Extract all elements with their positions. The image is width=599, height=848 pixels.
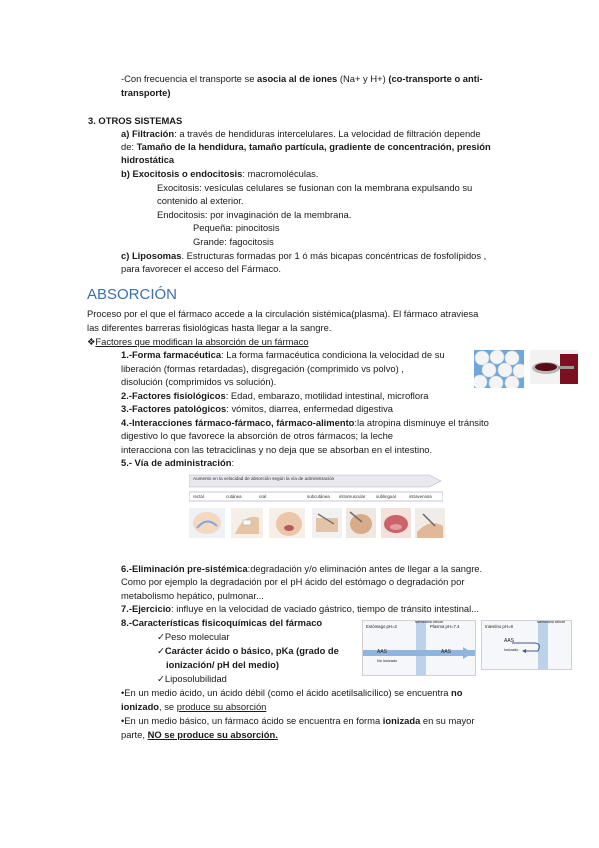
tablets-image bbox=[474, 350, 524, 388]
pinocitosis-line: Pequeña: pinocitosis bbox=[193, 222, 280, 233]
factor-3-line bbox=[121, 402, 393, 415]
intramuscular-image bbox=[346, 508, 376, 538]
cutanea-image bbox=[231, 508, 263, 538]
text: :degradación y/o eliminación antes de llegar a la sangre. bbox=[247, 563, 483, 574]
text: parte, bbox=[121, 729, 148, 740]
intravenosa-image bbox=[415, 508, 445, 538]
via-label: oral bbox=[259, 494, 267, 499]
transport-line-2 bbox=[121, 86, 170, 99]
text: :la atropina disminuye el tránsito bbox=[354, 417, 489, 428]
filtracion-line-2 bbox=[121, 140, 491, 153]
endo-line: Endocitosis: por invaginación de la membrana. bbox=[157, 209, 352, 220]
label: Intestino pH=8 bbox=[485, 624, 513, 629]
absorcion-intro-1: Proceso por el que el fármaco accede a la circulación sistémica(plasma). El fármaco atraviesa bbox=[87, 308, 479, 319]
filtracion-line-1 bbox=[121, 127, 481, 140]
absorcion-intro-2: las diferentes barreras fisiológicas hasta llegar a la sangre. bbox=[87, 322, 332, 333]
liposomas-line-2: para favorecer el acceso del Fármaco. bbox=[121, 263, 281, 274]
check-caracter-line-2: ionización/ pH del medio) bbox=[166, 659, 280, 670]
factor-2-line bbox=[121, 389, 428, 402]
via-label: intramuscular bbox=[339, 494, 366, 499]
label: 6.-Eliminación pre-sistémica bbox=[121, 563, 248, 574]
label: b) Exocitosis o endocitosis bbox=[121, 168, 243, 179]
text: (Na+ y H+) bbox=[337, 73, 389, 84]
text: : macromoléculas. bbox=[242, 168, 319, 179]
oral-image bbox=[269, 508, 305, 538]
label: 4.-Interacciones fármaco-fármaco, fármaco-alimento bbox=[121, 417, 355, 428]
bold-text: asocia al de iones bbox=[257, 73, 338, 84]
via-label: subcutánea bbox=[307, 494, 330, 499]
section-title-otros: 3. OTROS SISTEMAS bbox=[88, 115, 183, 126]
bold-text: ionizado bbox=[121, 701, 160, 712]
text: Peso molecular bbox=[164, 631, 230, 642]
text: En un medio básico, un fármaco ácido se encuentra en forma bbox=[124, 715, 383, 726]
label: No ionizado bbox=[377, 659, 398, 663]
bullet-icon: • bbox=[121, 715, 125, 726]
label: AAS bbox=[441, 649, 452, 655]
label: 2.-Factores fisiológicos bbox=[121, 390, 226, 401]
ph-intestine-diagram bbox=[481, 620, 572, 670]
factor-6-line-2: Como por ejemplo la degradación por el pH ácido del estómago o degradación por bbox=[121, 576, 465, 587]
check-icon: ✓ bbox=[157, 631, 165, 642]
transport-line-1 bbox=[121, 72, 483, 85]
syrup-spoon-image bbox=[530, 350, 578, 384]
underlined-text: Factores que modifican la absorción de un fármaco bbox=[95, 336, 309, 347]
check-caracter bbox=[157, 644, 339, 657]
label: Membrana celular bbox=[415, 620, 444, 624]
exo-line-2: contenido al exterior. bbox=[157, 195, 244, 206]
factor-8-line bbox=[121, 616, 322, 629]
ph-stomach-diagram bbox=[362, 620, 476, 676]
via-admin-figure bbox=[189, 473, 443, 503]
bold-text: ionizada bbox=[382, 715, 421, 726]
factor-7-line bbox=[121, 602, 479, 615]
label: 5.- Vía de administración bbox=[121, 457, 232, 468]
text: . Estructuras formadas por 1 ó más bicapas concéntricas de fosfolípidos , bbox=[181, 250, 487, 261]
factor-4-line-2: digestivo lo que favorece la absorción de otros fármacos; la leche bbox=[121, 430, 394, 441]
via-label: intravenosa bbox=[409, 494, 432, 499]
medio-basico-line-1 bbox=[121, 714, 475, 727]
via-label: sublingual bbox=[376, 494, 396, 499]
underlined-text: produce su absorción bbox=[176, 701, 267, 712]
fagocitosis-line: Grande: fagocitosis bbox=[193, 236, 274, 247]
absorcion-heading: ABSORCIÓN bbox=[87, 286, 178, 303]
factor-6-line-1 bbox=[121, 562, 482, 575]
bold-text: hidrostática bbox=[121, 154, 175, 165]
bold-text: Carácter ácido o básico, pKa (grado de bbox=[164, 645, 339, 656]
check-peso bbox=[157, 630, 229, 643]
label: 8.-Características fisicoquímicas del fármaco bbox=[121, 617, 323, 628]
via-bar-text: Aumento en la velocidad de absorción según la vía de administración bbox=[193, 476, 335, 481]
underlined-text: NO se produce su absorción. bbox=[147, 729, 278, 740]
label: AAS bbox=[377, 649, 388, 655]
via-label: rectal bbox=[193, 494, 204, 499]
check-liposolubilidad bbox=[157, 672, 227, 685]
label: c) Liposomas bbox=[121, 250, 182, 261]
text: Liposolubilidad bbox=[164, 673, 227, 684]
label: Estómago pH=2 bbox=[366, 624, 397, 629]
label: Membrana celular bbox=[537, 620, 566, 624]
text: , se bbox=[159, 701, 177, 712]
factor-6-line-3: metabolismo hepático, pulmonar... bbox=[121, 590, 264, 601]
factor-5-line bbox=[121, 456, 234, 469]
text: En un medio ácido, un ácido débil (como el ácido acetilsalicílico) se encuentra bbox=[124, 687, 452, 698]
via-labels bbox=[193, 493, 432, 500]
bold-text: transporte) bbox=[121, 87, 171, 98]
factor-4-line-1 bbox=[121, 416, 489, 429]
medio-acido-line-1 bbox=[121, 686, 463, 699]
sublingual-image bbox=[381, 508, 411, 538]
label: Plasma pH=7.4 bbox=[430, 624, 460, 629]
text: : influye en la velocidad de vaciado gástrico, tiempo de tránsito intestinal... bbox=[171, 603, 480, 614]
factor-1-line-1 bbox=[121, 348, 445, 361]
label: a) Filtración bbox=[121, 128, 175, 139]
bullet-icon: • bbox=[121, 687, 125, 698]
liposomas-line-1 bbox=[121, 249, 486, 262]
diamond-bullet-icon: ❖ bbox=[87, 336, 96, 347]
text: en su mayor bbox=[420, 715, 475, 726]
check-icon: ✓ bbox=[157, 645, 165, 656]
factor-1-line-3: disolución (comprimidos vs solución). bbox=[121, 376, 277, 387]
subcutanea-image bbox=[312, 508, 342, 538]
factor-4-line-3: interacciona con las tetraciclinas y no deja que se absorban en el intestino. bbox=[121, 444, 433, 455]
bold-text: (co-transporte o anti- bbox=[388, 73, 483, 84]
factores-heading bbox=[87, 335, 309, 348]
label: 7.-Ejercicio bbox=[121, 603, 172, 614]
label: 3.-Factores patológicos bbox=[121, 403, 227, 414]
label: 1.-Forma farmacéutica bbox=[121, 349, 222, 360]
bold-text: Tamaño de la hendidura, tamaño partícula, gradiente de concentración, presión bbox=[136, 141, 491, 152]
text: : bbox=[231, 457, 235, 468]
filtracion-line-3 bbox=[121, 153, 174, 166]
label: Ionizado bbox=[504, 648, 519, 652]
factor-1-line-2: liberación (formas retardadas), disgregación (comprimido vs polvo) , bbox=[121, 363, 404, 374]
rectal-image bbox=[189, 508, 225, 538]
text: -Con frecuencia el transporte se bbox=[121, 73, 258, 84]
exocitosis-line bbox=[121, 167, 318, 180]
via-label: cutánea bbox=[226, 494, 242, 499]
medio-acido-line-2 bbox=[121, 700, 266, 713]
text: : a través de hendiduras intercelulares. La velocidad de filtración depende bbox=[174, 128, 481, 139]
exo-line-1: Exocitosis: vesículas celulares se fusionan con la membrana expulsando su bbox=[157, 182, 473, 193]
label: AAS bbox=[504, 638, 515, 644]
medio-basico-line-2 bbox=[121, 728, 278, 741]
text: : vómitos, diarrea, enfermedad digestiva bbox=[226, 403, 393, 414]
bold-text: no bbox=[451, 687, 463, 698]
check-icon: ✓ bbox=[157, 673, 165, 684]
text: : Edad, embarazo, motilidad intestinal, microflora bbox=[225, 390, 429, 401]
text: de: bbox=[121, 141, 137, 152]
text: : La forma farmacéutica condiciona la velocidad de su bbox=[221, 349, 445, 360]
